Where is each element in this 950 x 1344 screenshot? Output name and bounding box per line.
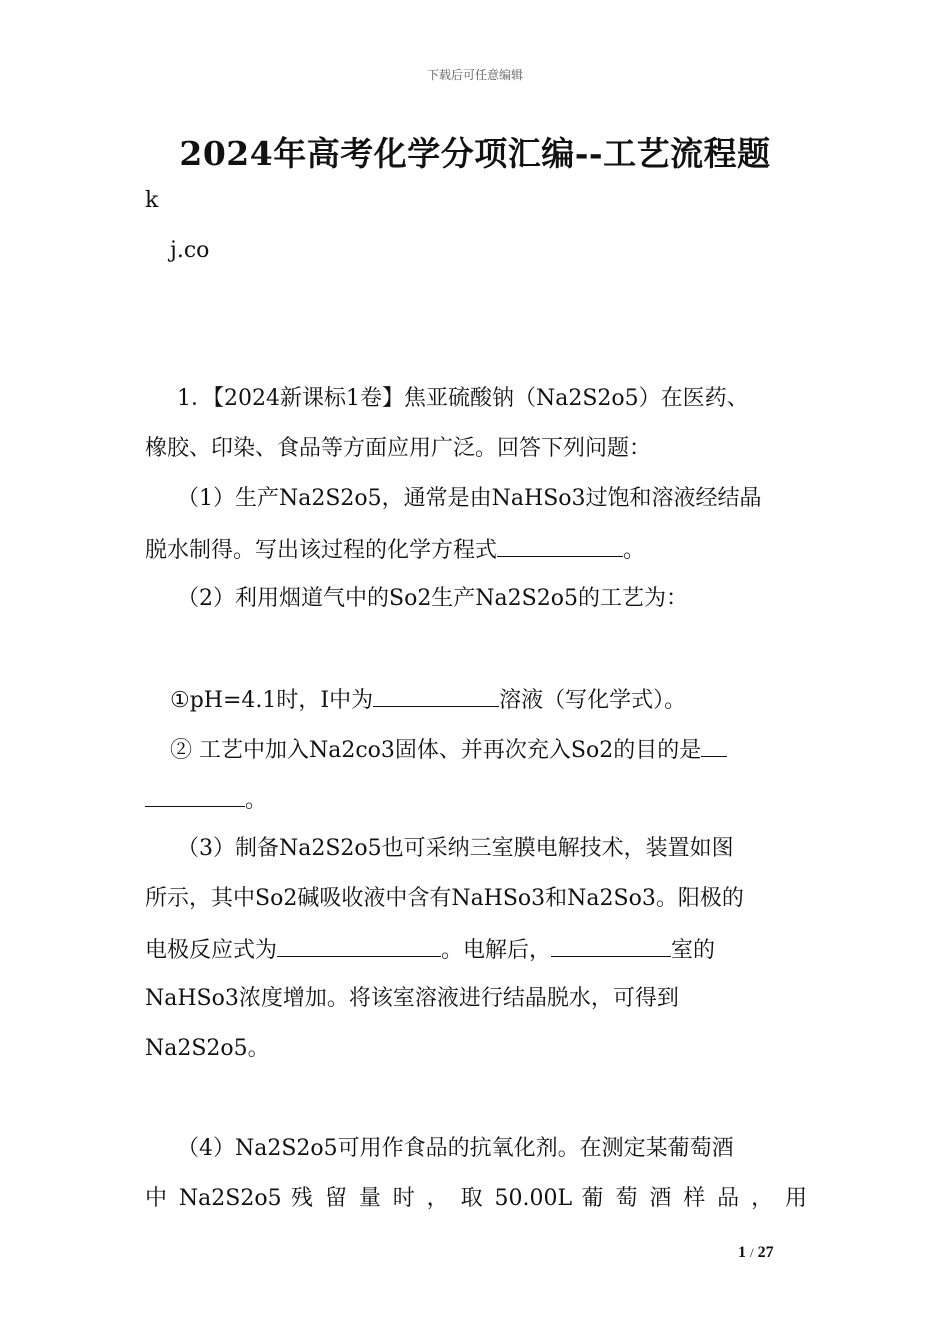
document-title: 2024年高考化学分项汇编--工艺流程题 xyxy=(179,134,771,173)
part-3-text-c: 室的 xyxy=(671,938,716,963)
part-2-sub2-end: 。 xyxy=(245,788,268,813)
part-2-sub2-line2 xyxy=(145,784,807,816)
part-1-text: 脱水制得。写出该过程的化学方程式 xyxy=(145,538,498,563)
question-1-intro-line2: 橡胶、印染、食品等方面应用广泛。回答下列问题： xyxy=(145,436,652,461)
question-1-intro-line1: 1．【2024新课标1卷】焦亚硫酸钠（Na2S2o5）在医药、 xyxy=(177,386,749,411)
stray-text-jco: j.co xyxy=(170,238,210,263)
part-3-line5: Na2S2o5。 xyxy=(145,1036,270,1061)
answer-blank-3a[interactable] xyxy=(701,734,727,757)
part-2-sub1-line xyxy=(170,684,832,716)
part-2-sub1-text: ①pH=4.1时，Ⅰ中为 xyxy=(170,688,374,713)
part-3-line1: （3）制备Na2S2o5也可采纳三室膜电解技术，装置如图 xyxy=(177,836,734,861)
page-current: 1 xyxy=(738,1244,746,1261)
part-2-sub1-text-end: 溶液（写化学式）。 xyxy=(499,688,687,713)
answer-blank-3b[interactable] xyxy=(145,784,245,807)
part-1-line1: （1）生产Na2S2o5，通常是由NaHSo3过饱和溶液经结晶 xyxy=(177,486,762,511)
part-1-line2 xyxy=(145,534,807,566)
answer-blank-5[interactable] xyxy=(551,934,671,957)
part-2-sub2-line xyxy=(170,734,832,766)
part-4-line1: （4）Na2S2o5可用作食品的抗氧化剂。在测定某葡萄酒 xyxy=(177,1136,734,1161)
answer-blank-2[interactable] xyxy=(373,684,499,707)
part-1-end: 。 xyxy=(623,538,646,563)
part-2-line: （2）利用烟道气中的So2生产Na2S2o5的工艺为： xyxy=(177,586,688,611)
part-3-line4: NaHSo3浓度增加。将该室溶液进行结晶脱水，可得到 xyxy=(145,986,679,1011)
part-3-line3 xyxy=(145,934,807,966)
part-3-text-b: 。电解后， xyxy=(441,938,552,963)
part-2-sub2-text: ② 工艺中加入Na2co3固体、并再次充入So2的目的是 xyxy=(170,738,702,763)
part-3-text-a: 电极反应式为 xyxy=(145,938,278,963)
page-separator: / xyxy=(750,1245,754,1260)
answer-blank-1[interactable] xyxy=(497,534,623,557)
page-number xyxy=(738,1244,774,1262)
header-note: 下载后可任意编辑 xyxy=(426,68,523,82)
answer-blank-4[interactable] xyxy=(277,934,441,957)
part-3-line2: 所示，其中So2碱吸收液中含有NaHSo3和Na2So3。阳极的 xyxy=(145,886,744,911)
part-4-line2: 中 Na2S2o5 残 留 量 时 ， 取 50.00L 葡 萄 酒 样 品 ， 用 xyxy=(145,1186,807,1211)
page-total: 27 xyxy=(757,1244,774,1261)
stray-text-k: k xyxy=(145,188,159,213)
